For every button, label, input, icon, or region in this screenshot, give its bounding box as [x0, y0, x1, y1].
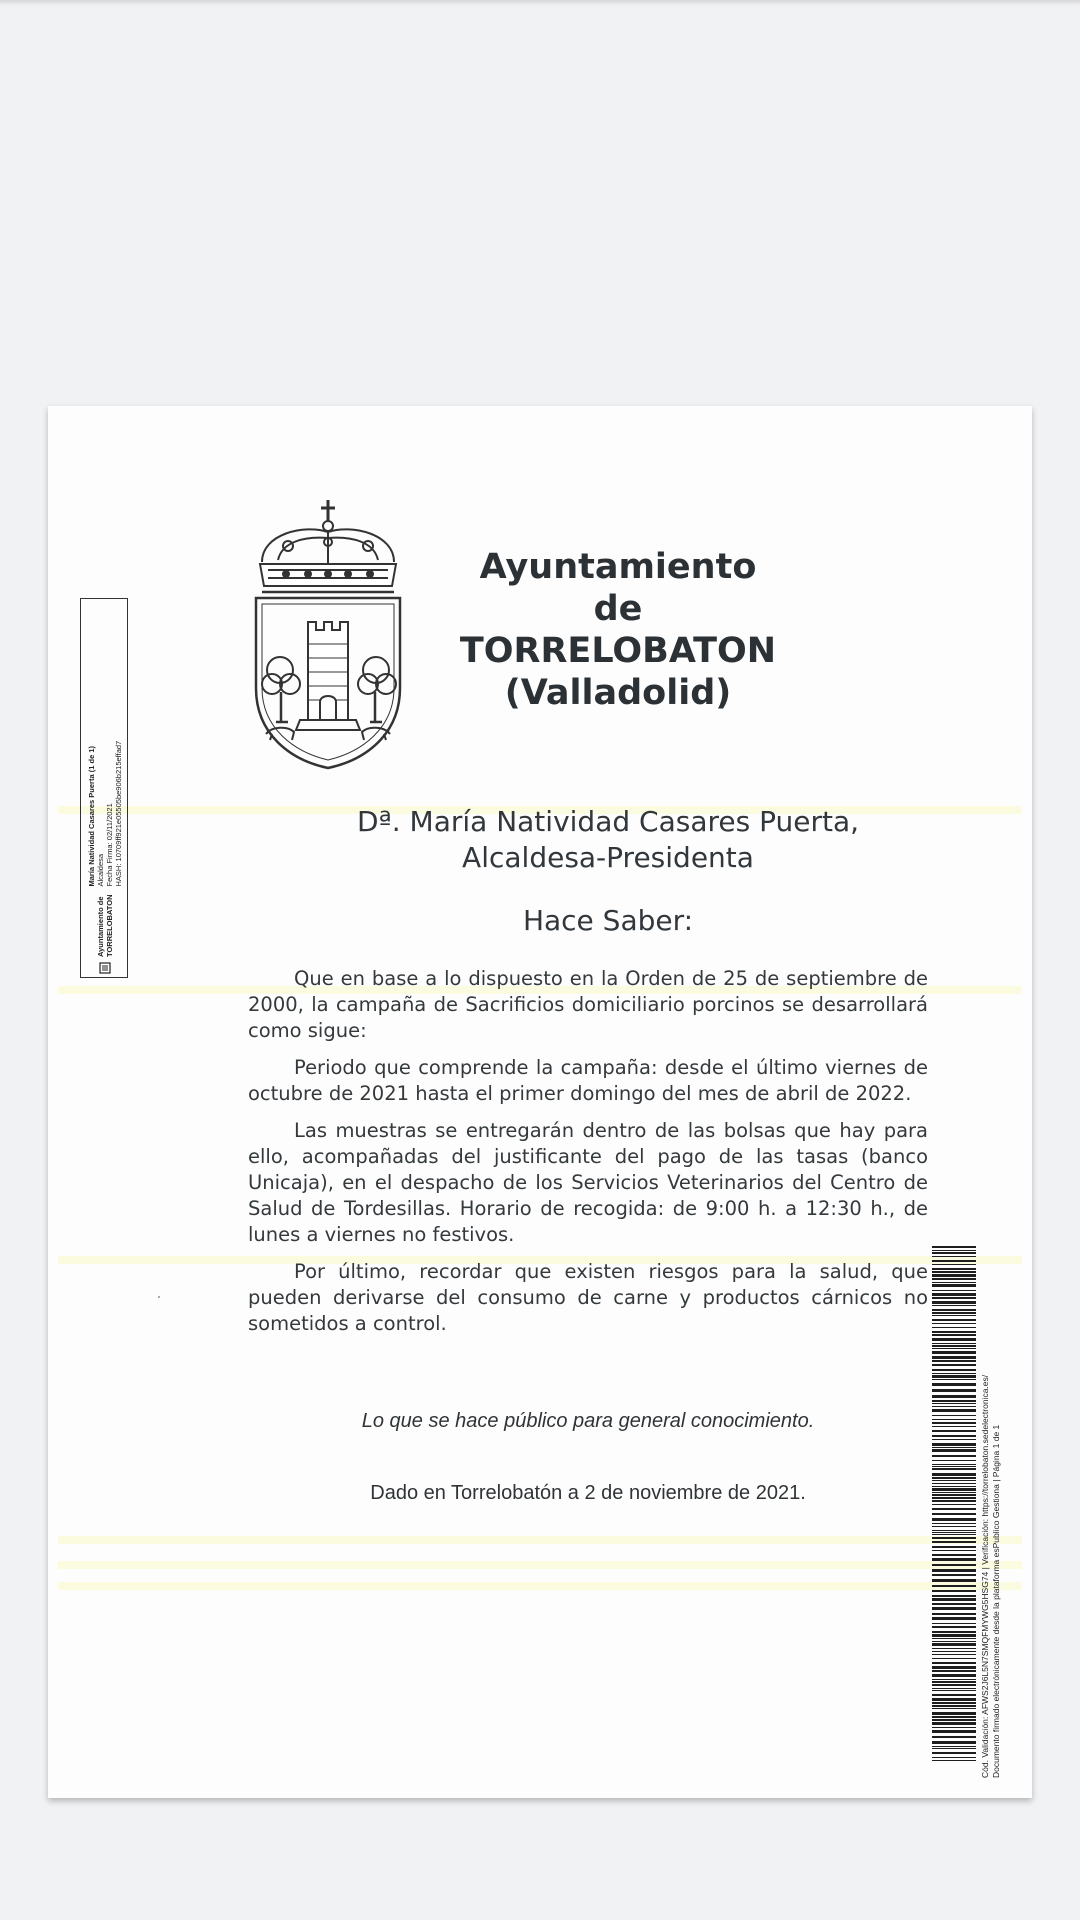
barcode-bar — [932, 1694, 976, 1696]
barcode-icon — [932, 1246, 976, 1766]
signature-stamp — [80, 598, 128, 978]
barcode-bar — [932, 1513, 976, 1515]
barcode-bar — [932, 1651, 976, 1652]
stamp-organization — [96, 894, 114, 957]
announcement-body — [248, 966, 928, 1348]
barcode-bar — [932, 1327, 976, 1328]
barcode-bar — [932, 1752, 976, 1754]
barcode-bar — [932, 1631, 976, 1633]
stamp-hash: HASH: 10709ff921e05505be906b215effad7 — [114, 740, 123, 887]
barcode-bar — [932, 1760, 976, 1761]
barcode-bar — [932, 1323, 976, 1324]
paragraph: Por último, recordar que existen riesgos para la salud, que pueden derivarse del consumo de carne y productos cárnicos no sometidos a control. — [248, 1260, 928, 1335]
barcode-bar — [932, 1301, 976, 1304]
barcode-bar — [932, 1252, 976, 1254]
barcode-bar — [932, 1716, 976, 1718]
barcode-bar — [932, 1607, 976, 1610]
barcode-bar — [932, 1246, 976, 1248]
barcode-bar — [932, 1532, 976, 1533]
barcode-bar — [932, 1617, 976, 1620]
barcode-bar — [932, 1409, 976, 1412]
barcode-bar — [932, 1579, 976, 1582]
barcode-bar — [932, 1290, 976, 1291]
municipality-title — [428, 546, 808, 714]
barcode-bar — [932, 1278, 976, 1280]
barcode-bar — [932, 1488, 976, 1491]
barcode-bar — [932, 1643, 976, 1646]
paragraph: Las muestras se entregarán dentro de las bolsas que hay para ello, acompañadas del justificante del pago de las tasas (banco Unicaja), en el despacho de los Servicios Veterinarios del Centro de Salud de Tordesillas. Horario de recogida: de 9:00 h. a 12:30 h., de lunes a viernes no festivos. — [248, 1119, 928, 1246]
barcode-bar — [932, 1439, 976, 1440]
barcode-bar — [932, 1360, 976, 1362]
barcode-bar — [932, 1338, 976, 1341]
barcode-bar — [932, 1666, 976, 1669]
barcode-bar — [932, 1274, 976, 1277]
barcode-bar — [932, 1736, 976, 1738]
barcode-bar — [932, 1518, 976, 1521]
barcode-bar — [932, 1741, 976, 1744]
barcode-bar — [932, 1730, 976, 1733]
barcode-bar — [932, 1626, 976, 1628]
barcode-bar — [932, 1681, 976, 1683]
barcode-bar — [932, 1585, 976, 1587]
signer-name: Dª. María Natividad Casares Puerta, — [356, 805, 860, 838]
barcode-bar — [932, 1523, 976, 1524]
coat-of-arms-icon — [248, 498, 408, 770]
barcode-bar — [932, 1598, 976, 1601]
barcode-bar — [932, 1468, 976, 1470]
barcode-bar — [932, 1674, 976, 1677]
barcode-bar — [932, 1654, 976, 1655]
barcode-bar — [932, 1260, 976, 1262]
barcode-bar — [932, 1297, 976, 1299]
stamp-signer-name: María Natividad Casares Puerta (1 de 1) — [87, 746, 96, 887]
date-line: Dado en Torrelobatón a 2 de noviembre de 2021. — [370, 1482, 806, 1504]
barcode-bar — [932, 1719, 976, 1721]
validation-footer — [980, 1258, 1008, 1778]
barcode-bar — [932, 1250, 976, 1251]
municipal-seal-icon — [98, 961, 112, 975]
barcode-bar — [932, 1722, 976, 1725]
paragraph: Que en base a lo dispuesto en la Orden de 25 de septiembre de 2000, la campaña de Sacrificios domiciliario porcinos se desarrollará como sigue: — [248, 967, 928, 1042]
barcode-bar — [932, 1373, 976, 1374]
barcode-bar — [932, 1534, 976, 1535]
barcode-bar — [932, 1698, 976, 1701]
barcode-bar — [932, 1603, 976, 1605]
barcode-bar — [932, 1486, 976, 1487]
paragraph: Periodo que comprende la campaña: desde el último viernes de octubre de 2021 hasta el primer domingo del mes de abril de 2022. — [248, 1056, 928, 1105]
barcode-bar — [932, 1494, 976, 1496]
barcode-bar — [932, 1595, 976, 1597]
barcode-bar — [932, 1334, 976, 1336]
barcode-bar — [932, 1430, 976, 1432]
barcode-bar — [932, 1648, 976, 1649]
scan-artifact — [58, 1536, 1022, 1544]
announcement-heading: Hace Saber: — [522, 904, 694, 937]
stamp-signer-role: Alcaldesa — [96, 853, 105, 887]
barcode-bar — [932, 1497, 976, 1499]
scan-artifact — [58, 1561, 1022, 1569]
barcode-bar — [932, 1348, 976, 1349]
barcode-bar — [932, 1574, 976, 1576]
barcode-bar — [932, 1569, 976, 1572]
barcode-bar — [932, 1550, 976, 1551]
scan-artifact — [58, 1582, 1022, 1590]
barcode-bar — [932, 1634, 976, 1637]
barcode-bar — [932, 1351, 976, 1354]
barcode-bar — [932, 1345, 976, 1347]
stamp-org-line: Ayuntamiento de — [96, 896, 105, 957]
barcode-bar — [932, 1264, 976, 1265]
barcode-bar — [932, 1590, 976, 1592]
barcode-bar — [932, 1375, 976, 1378]
barcode-bar — [932, 1705, 976, 1707]
barcode-bar — [932, 1500, 976, 1502]
signer-block — [308, 804, 908, 876]
barcode-bar — [932, 1748, 976, 1749]
barcode-bar — [932, 1483, 976, 1484]
validation-code: Cód. Validación: AFWS2J6L5N7SMQFMYWG5HSG74 | Verificación: https://torrelobaton.sedelectronica.es/ — [980, 1374, 990, 1778]
barcode-bar — [932, 1460, 976, 1461]
barcode-bar — [932, 1403, 976, 1404]
barcode-bar — [932, 1284, 976, 1287]
barcode-bar — [932, 1305, 976, 1306]
title-line: de — [593, 589, 643, 629]
barcode-bar — [932, 1419, 976, 1420]
barcode-bar — [932, 1477, 976, 1479]
barcode-bar — [932, 1464, 976, 1465]
barcode-bar — [932, 1670, 976, 1672]
stamp-org-line: TORRELOBATON — [105, 894, 114, 957]
closing-statement: Lo que se hace público para general conocimiento. — [361, 1410, 815, 1432]
barcode-bar — [932, 1558, 976, 1561]
barcode-bar — [932, 1530, 976, 1531]
signer-role: Alcaldesa-Presidenta — [462, 841, 754, 874]
signature-stamp-content — [85, 603, 125, 975]
document-page[interactable] — [48, 406, 1032, 1798]
barcode-bar — [932, 1684, 976, 1686]
barcode-bar — [932, 1455, 976, 1457]
barcode-bar — [932, 1312, 976, 1314]
barcode-bar — [932, 1613, 976, 1615]
barcode-bar — [932, 1406, 976, 1407]
barcode-bar — [932, 1309, 976, 1311]
barcode-bar — [932, 1690, 976, 1691]
barcode-bar — [932, 1473, 976, 1476]
status-bar-shadow — [0, 0, 1080, 6]
barcode-bar — [932, 1688, 976, 1689]
validation-platform: Documento firmado electrónicamente desde la plataforma esPublico Gestiona | Página 1 de 1 — [991, 1424, 1001, 1778]
barcode-bar — [932, 1282, 976, 1283]
title-line: (Valladolid) — [504, 673, 732, 713]
barcode-bar — [932, 1369, 976, 1371]
barcode-bar — [932, 1395, 976, 1398]
barcode-bar — [932, 1447, 976, 1448]
barcode-bar — [932, 1712, 976, 1715]
barcode-bar — [932, 1537, 976, 1539]
barcode-bar — [932, 1508, 976, 1510]
barcode-bar — [932, 1702, 976, 1704]
title-line: Ayuntamiento — [479, 547, 757, 587]
barcode-bar — [932, 1268, 976, 1270]
barcode-bar — [932, 1658, 976, 1659]
barcode-bar — [932, 1319, 976, 1321]
barcode-bar — [932, 1526, 976, 1527]
barcode-bar — [932, 1727, 976, 1728]
barcode-bar — [932, 1564, 976, 1566]
stamp-details — [87, 741, 123, 887]
barcode-bar — [932, 1400, 976, 1402]
barcode-bar — [932, 1466, 976, 1467]
barcode-bar — [932, 1708, 976, 1709]
barcode-bar — [932, 1504, 976, 1505]
scan-speck — [158, 1296, 160, 1298]
barcode-bar — [932, 1546, 976, 1548]
barcode-bar — [932, 1757, 976, 1758]
barcode-bar — [932, 1356, 976, 1359]
barcode-bar — [932, 1426, 976, 1427]
title-line: TORRELOBATON — [459, 631, 777, 671]
barcode-bar — [932, 1271, 976, 1273]
barcode-bar — [932, 1492, 976, 1493]
barcode-bar — [932, 1541, 976, 1543]
barcode-bar — [932, 1389, 976, 1392]
barcode-bar — [932, 1623, 976, 1624]
barcode-bar — [932, 1379, 976, 1380]
barcode-bar — [932, 1383, 976, 1386]
barcode-bar — [932, 1746, 976, 1747]
barcode-bar — [932, 1480, 976, 1481]
barcode-bar — [932, 1641, 976, 1642]
barcode-bar — [932, 1331, 976, 1333]
barcode-bar — [932, 1293, 976, 1296]
barcode-bar — [932, 1662, 976, 1664]
barcode-bar — [932, 1638, 976, 1639]
barcode-bar — [932, 1415, 976, 1416]
barcode-bar — [932, 1679, 976, 1680]
barcode-bar — [932, 1364, 976, 1366]
barcode-bar — [932, 1422, 976, 1424]
stamp-sign-date: Fecha Firma: 02/11/2021 — [105, 803, 114, 887]
barcode-bar — [932, 1315, 976, 1316]
barcode-bar — [932, 1435, 976, 1437]
barcode-bar — [932, 1343, 976, 1344]
barcode-bar — [932, 1554, 976, 1556]
barcode-bar — [932, 1443, 976, 1446]
barcode-bar — [932, 1256, 976, 1257]
barcode-bar — [932, 1449, 976, 1452]
